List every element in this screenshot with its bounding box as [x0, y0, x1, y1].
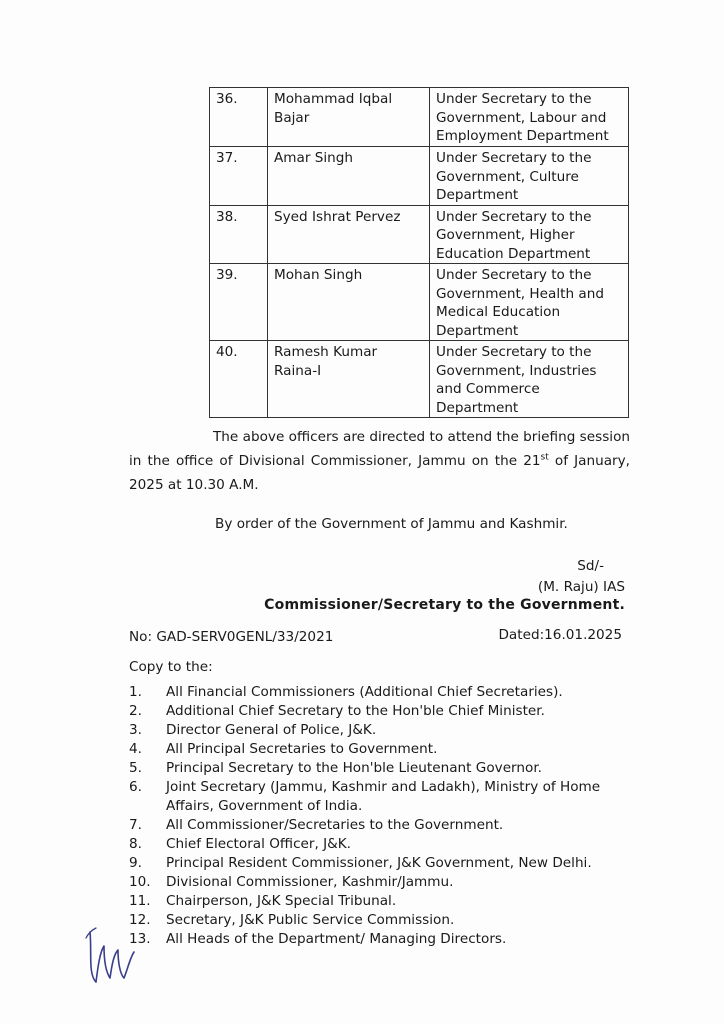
- list-text: All Financial Commissioners (Additional Chief Secretaries).: [166, 684, 563, 700]
- list-number: 3.: [129, 722, 142, 738]
- officer-name: Mohammad Iqbal Bajar: [268, 88, 430, 147]
- reference-number: No: GAD-SERV0GENL/33/2021: [129, 629, 334, 645]
- list-number: 1.: [129, 684, 142, 700]
- table-row: [210, 88, 629, 147]
- officer-designation: Under Secretary to the Government, Health and Medical Education Department: [430, 264, 629, 341]
- list-number: 8.: [129, 836, 142, 852]
- list-number: 2.: [129, 703, 142, 719]
- list-text: All Commissioner/Secretaries to the Government.: [166, 817, 504, 833]
- table-row: [210, 341, 629, 418]
- list-number: 4.: [129, 741, 142, 757]
- list-item: [129, 835, 629, 854]
- list-item: [129, 892, 629, 911]
- table-row: [210, 147, 629, 206]
- list-item: [129, 854, 629, 873]
- list-number: 10.: [129, 874, 151, 890]
- list-text: All Heads of the Department/ Managing Directors.: [166, 931, 507, 947]
- date-ordinal-suffix: st: [540, 452, 549, 463]
- officers-table: [209, 87, 629, 418]
- officer-name: Ramesh Kumar Raina-I: [268, 341, 430, 418]
- list-number: 7.: [129, 817, 142, 833]
- list-item: [129, 740, 629, 759]
- list-text: Principal Resident Commissioner, J&K Government, New Delhi.: [166, 855, 592, 871]
- directive-paragraph: [129, 425, 630, 497]
- list-item: [129, 911, 629, 930]
- list-text: Chief Electoral Officer, J&K.: [166, 836, 351, 852]
- order-line: By order of the Government of Jammu and Kashmir.: [215, 516, 568, 532]
- serial-number: 40.: [210, 341, 268, 418]
- list-item: [129, 778, 629, 816]
- list-number: 12.: [129, 912, 151, 928]
- officer-name: Amar Singh: [268, 147, 430, 206]
- list-item: [129, 721, 629, 740]
- list-text: Principal Secretary to the Hon'ble Lieutenant Governor.: [166, 760, 542, 776]
- reference-date: Dated:16.01.2025: [498, 627, 622, 643]
- serial-number: 38.: [210, 205, 268, 264]
- officer-designation: Under Secretary to the Government, Labour and Employment Department: [430, 88, 629, 147]
- list-text: Additional Chief Secretary to the Hon'ble Chief Minister.: [166, 703, 545, 719]
- officer-designation: Under Secretary to the Government, Culture Department: [430, 147, 629, 206]
- directive-text-end: of January, 2025 at 10.30 A.M.: [129, 453, 630, 493]
- table-row: [210, 205, 629, 264]
- list-number: 11.: [129, 893, 151, 909]
- signatory-designation: Commissioner/Secretary to the Government.: [264, 597, 625, 613]
- list-item: [129, 873, 629, 892]
- serial-number: 36.: [210, 88, 268, 147]
- copy-to-heading: Copy to the:: [129, 659, 213, 675]
- list-text: Chairperson, J&K Special Tribunal.: [166, 893, 397, 909]
- list-item: [129, 702, 629, 721]
- list-number: 5.: [129, 760, 142, 776]
- list-item: [129, 759, 629, 778]
- handwritten-initials-icon: [78, 912, 148, 992]
- signatory-name: (M. Raju) IAS: [537, 579, 625, 595]
- officer-designation: Under Secretary to the Government, Higher Education Department: [430, 205, 629, 264]
- list-number: 13.: [129, 931, 151, 947]
- officer-name: Syed Ishrat Pervez: [268, 205, 430, 264]
- list-text: All Principal Secretaries to Government.: [166, 741, 438, 757]
- list-text: Director General of Police, J&K.: [166, 722, 377, 738]
- table-row: [210, 264, 629, 341]
- officer-name: Mohan Singh: [268, 264, 430, 341]
- list-text: Divisional Commissioner, Kashmir/Jammu.: [166, 874, 454, 890]
- list-item: [129, 816, 629, 835]
- signed-mark: Sd/-: [577, 558, 604, 574]
- serial-number: 39.: [210, 264, 268, 341]
- list-item: [129, 930, 629, 949]
- serial-number: 37.: [210, 147, 268, 206]
- list-text: Joint Secretary (Jammu, Kashmir and Ladakh), Ministry of Home Affairs, Government of India.: [166, 779, 601, 814]
- officer-designation: Under Secretary to the Government, Industries and Commerce Department: [430, 341, 629, 418]
- list-text: Secretary, J&K Public Service Commission.: [166, 912, 455, 928]
- list-item: [129, 683, 629, 702]
- copy-to-list: [129, 683, 629, 949]
- directive-text: The above officers are directed to attend the briefing session in the office of Divisional Commissioner, Jammu on the 21: [129, 429, 630, 469]
- list-number: 9.: [129, 855, 142, 871]
- list-number: 6.: [129, 779, 142, 795]
